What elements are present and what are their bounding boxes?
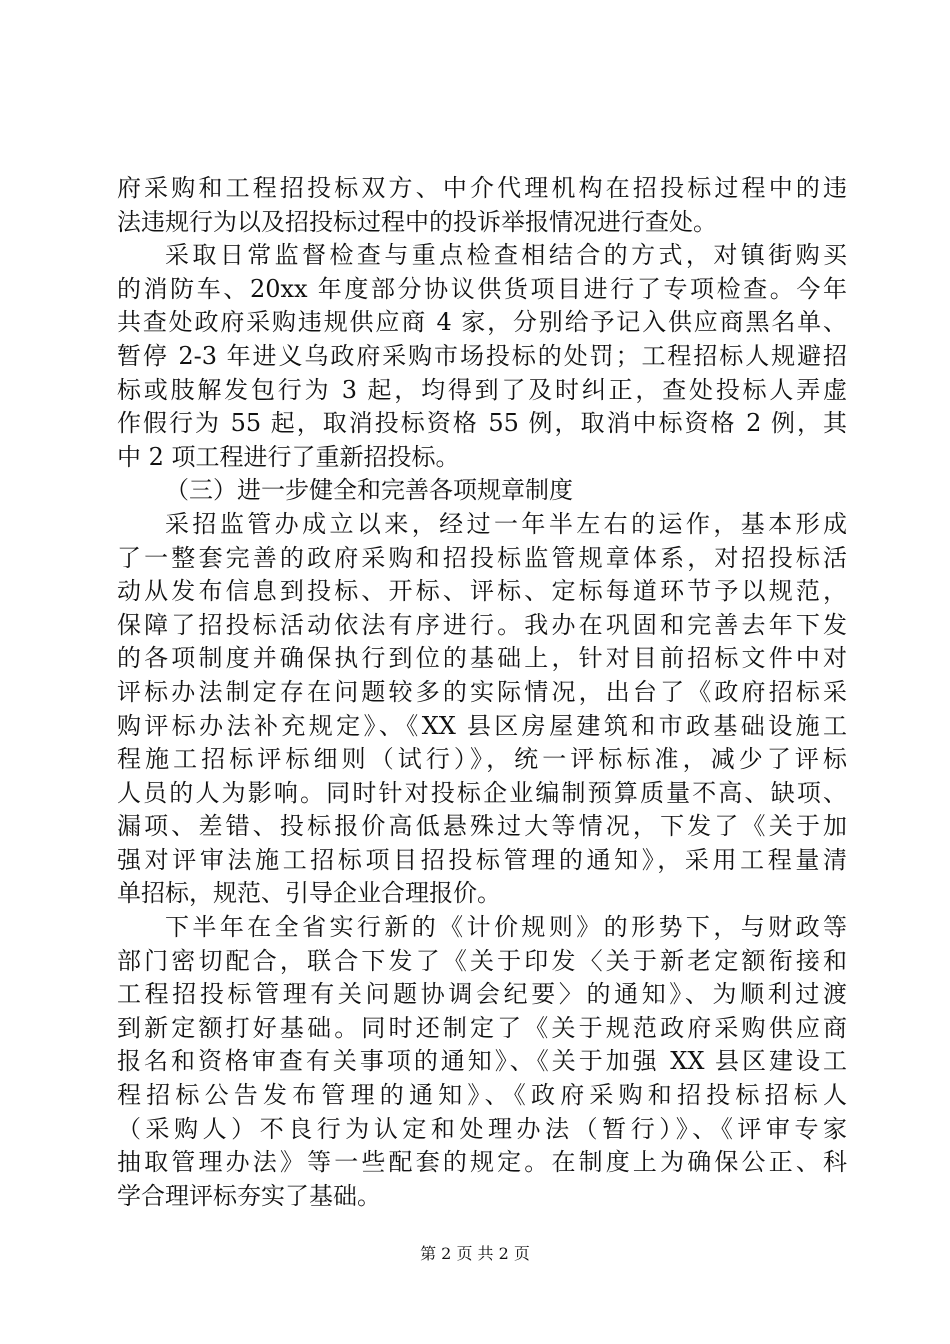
text-line: 抽取管理办法》等一些配套的规定。在制度上为确保公正、科 [117, 1148, 847, 1177]
text-line: （采购人）不良行为认定和处理办法（暂行）》、《评审专家 [117, 1114, 847, 1143]
text-line: 人员的人为影响。同时针对投标企业编制预算质量不高、缺项、 [117, 778, 847, 807]
text-line: 强对评审法施工招标项目招投标管理的通知》，采用工程量清 [117, 845, 847, 874]
text-line: 的各项制度并确保执行到位的基础上，针对目前招标文件中对 [117, 644, 847, 673]
text-line: 学合理评标夯实了基础。 [117, 1181, 381, 1210]
text-line: 暂停 2-3 年进义乌政府采购市场投标的处罚；工程招标人规避招 [117, 341, 847, 370]
text-line: 府采购和工程招投标双方、中介代理机构在招投标过程中的违 [117, 174, 847, 202]
text-line: 工程招投标管理有关问题协调会纪要〉的通知》、为顺利过渡 [117, 980, 847, 1009]
text-line: 程招标公告发布管理的通知》、《政府采购和招投标招标人 [117, 1081, 847, 1110]
text-line: 动从发布信息到投标、开标、评标、定标每道环节予以规范， [117, 577, 847, 606]
text-line: 保障了招投标活动依法有序进行。我办在巩固和完善去年下发 [117, 610, 847, 639]
text-line: 中 2 项工程进行了重新招投标。 [117, 442, 460, 471]
page-number-label: 第 2 页 共 2 页 [420, 1244, 530, 1263]
page-footer [0, 1244, 950, 1264]
text-line: 漏项、差错、投标报价高低悬殊过大等情况，下发了《关于加 [117, 812, 847, 841]
text-line: 的消防车、20xx 年度部分协议供货项目进行了专项检查。今年 [117, 274, 847, 303]
text-line: 标或肢解发包行为 3 起，均得到了及时纠正，查处投标人弄虚 [117, 375, 847, 404]
text-line: 共查处政府采购违规供应商 4 家，分别给予记入供应商黑名单、 [117, 308, 847, 337]
text-line: 采取日常监督检查与重点检查相结合的方式，对镇街购买 [165, 241, 847, 270]
text-line: 报名和资格审查有关事项的通知》、《关于加强 XX 县区建设工 [117, 1047, 847, 1076]
text-line: 下半年在全省实行新的《计价规则》的形势下，与财政等 [165, 913, 847, 942]
text-line: 部门密切配合，联合下发了《关于印发〈关于新老定额衔接和 [117, 946, 847, 975]
text-line: 评标办法制定存在问题较多的实际情况，出台了《政府招标采 [117, 677, 847, 706]
text-line: 法违规行为以及招投标过程中的投诉举报情况进行查处。 [117, 207, 717, 236]
text-line: 了一整套完善的政府采购和招投标监管规章体系，对招投标活 [117, 543, 847, 572]
text-line: 程施工招标评标细则（试行）》，统一评标标准，减少了评标 [117, 745, 847, 774]
section-heading: （三）进一步健全和完善各项规章制度 [165, 476, 573, 505]
text-line: 购评标办法补充规定》、《XX 县区房屋建筑和市政基础设施工 [117, 711, 847, 740]
text-line: 采招监管办成立以来，经过一年半左右的运作，基本形成 [165, 509, 847, 538]
text-line: 到新定额打好基础。同时还制定了《关于规范政府采购供应商 [117, 1013, 847, 1042]
text-line: 作假行为 55 起，取消投标资格 55 例，取消中标资格 2 例，其 [117, 409, 847, 438]
text-line: 单招标，规范、引导企业合理报价。 [117, 879, 501, 908]
document-body [117, 172, 847, 1213]
